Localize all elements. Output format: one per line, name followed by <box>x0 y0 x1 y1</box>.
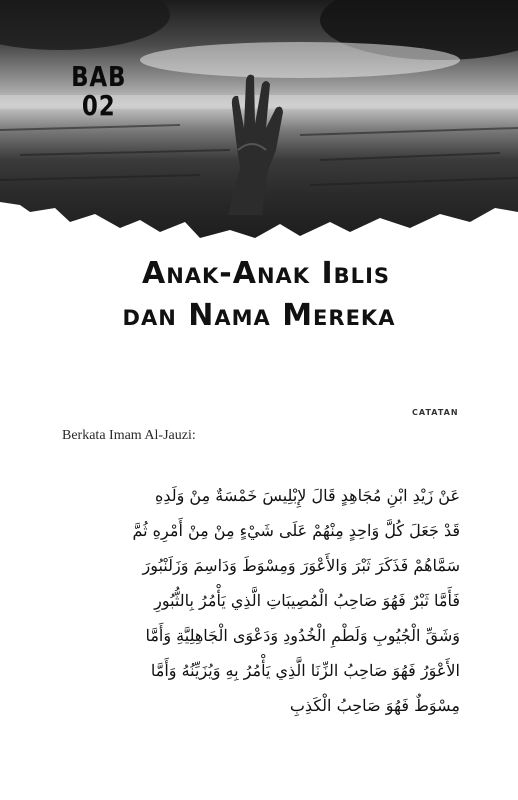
arabic-line: الأَعْوَرُ فَهُوَ صَاحِبُ الزِّنَا الَّذِي يَأْمُرُ بِهِ وَيُزَيِّنُهُ وَأَمَّا <box>150 661 460 680</box>
arabic-line: سَمَّاهُمْ فَذَكَرَ ثَبْرَ وَالأَعْوَرَ وَمِسْوَطَ وَدَاسِمَ وَزَلَنْبُورَ <box>142 556 460 575</box>
chapter-title-line-1: Anak-Anak Iblis <box>141 256 391 291</box>
arabic-passage <box>58 478 460 723</box>
chapter-number: 02 <box>81 89 116 122</box>
chapter-label <box>70 62 127 120</box>
chapter-title-line-2: dan Nama Mereka <box>122 298 396 333</box>
arabic-line: وَشَقِّ الْجُيُوبِ وَلَطْمِ الْخُدُودِ وَدَعْوَى الْجَاهِلِيَّةِ وَأَمَّا <box>145 626 460 645</box>
intro-text: Berkata Imam Al-Jauzi: <box>62 428 196 443</box>
chapter-title <box>0 253 518 337</box>
side-note-label: CATATAN <box>412 408 459 417</box>
sea-and-hand-illustration <box>0 0 518 250</box>
arabic-line: مِسْوَطٌ فَهُوَ صَاحِبُ الْكَذِبِ <box>289 696 460 715</box>
chapter-label-top: BAB <box>71 60 127 93</box>
arabic-line: قَدْ جَعَلَ كُلَّ وَاحِدٍ مِنْهُمْ عَلَى شَيْءٍ مِنْ مِنْ أَمْرِهِ ثُمَّ <box>132 521 460 540</box>
header-image <box>0 0 518 250</box>
arabic-line: فَأَمَّا ثَبْرٌ فَهُوَ صَاحِبُ الْمُصِيبَاتِ الَّذِي يَأْمُرُ بِالثُّبُورِ <box>154 591 460 610</box>
arabic-line: عَنْ زَيْدِ ابْنِ مُجَاهِدٍ قَالَ لإِبْلِيسَ خَمْسَةٌ مِنْ وَلَدِهِ <box>154 486 460 505</box>
